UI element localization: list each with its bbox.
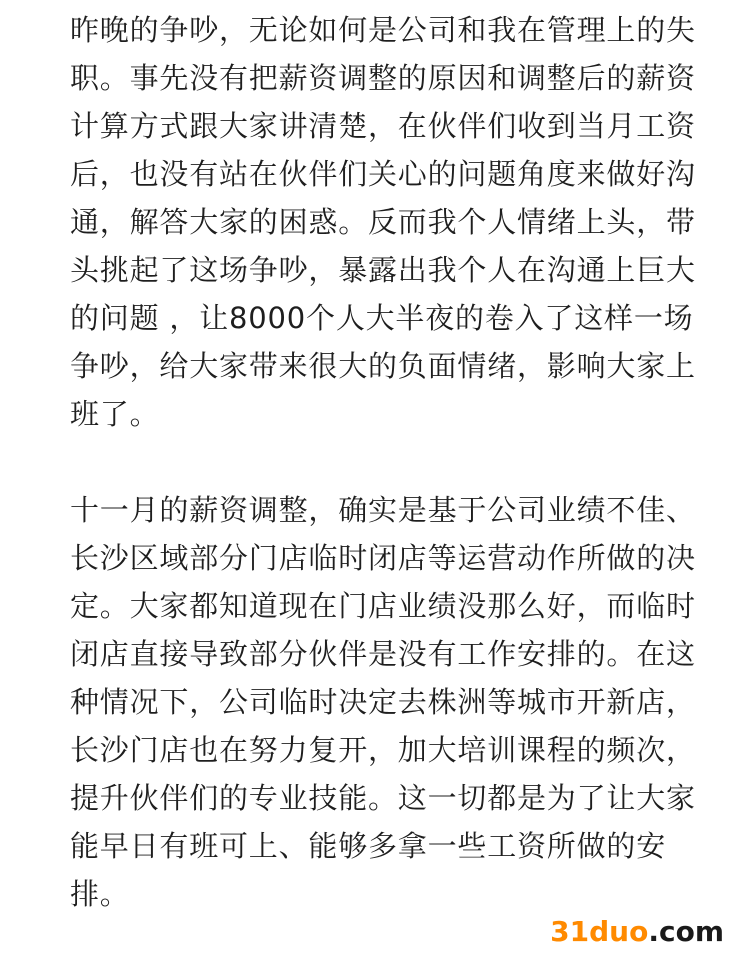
text-line: 长沙门店也在努力复开，加大培训课程的频次， bbox=[70, 733, 696, 767]
paragraph-1 bbox=[70, 6, 696, 438]
text-line: 长沙区域部分门店临时闭店等运营动作所做的决 bbox=[70, 541, 696, 575]
text-line: 班了。 bbox=[70, 397, 160, 431]
text-line: 计算方式跟大家讲清楚，在伙伴们收到当月工资 bbox=[70, 109, 696, 143]
text-line: 闭店直接导致部分伙伴是没有工作安排的。在这 bbox=[70, 637, 696, 671]
text-line: 种情况下，公司临时决定去株洲等城市开新店， bbox=[70, 685, 696, 719]
paragraph-gap bbox=[70, 438, 690, 486]
text-line: 的问题 ，让8000个人大半夜的卷入了这样一场 bbox=[70, 301, 694, 335]
text-line: 提升伙伴们的专业技能。这一切都是为了让大家 bbox=[70, 781, 696, 815]
watermark-domain-suffix: .com bbox=[648, 915, 724, 948]
paragraph-2 bbox=[70, 486, 696, 918]
text-line: 昨晚的争吵，无论如何是公司和我在管理上的失 bbox=[70, 13, 696, 47]
text-line: 通，解答大家的困惑。反而我个人情绪上头，带 bbox=[70, 205, 696, 239]
text-line: 职。事先没有把薪资调整的原因和调整后的薪资 bbox=[70, 61, 696, 95]
text-line: 后，也没有站在伙伴们关心的问题角度来做好沟 bbox=[70, 157, 696, 191]
text-line: 能早日有班可上、能够多拿一些工资所做的安 bbox=[70, 829, 667, 863]
watermark-brand: 31duo bbox=[550, 915, 649, 948]
text-line: 争吵，给大家带来很大的负面情绪，影响大家上 bbox=[70, 349, 696, 383]
watermark-logo bbox=[550, 915, 724, 948]
text-line: 头挑起了这场争吵，暴露出我个人在沟通上巨大 bbox=[70, 253, 696, 287]
text-line: 定。大家都知道现在门店业绩没那么好，而临时 bbox=[70, 589, 696, 623]
text-line: 十一月的薪资调整，确实是基于公司业绩不佳、 bbox=[70, 493, 696, 527]
text-line: 排。 bbox=[70, 877, 130, 911]
article-body bbox=[70, 6, 696, 918]
